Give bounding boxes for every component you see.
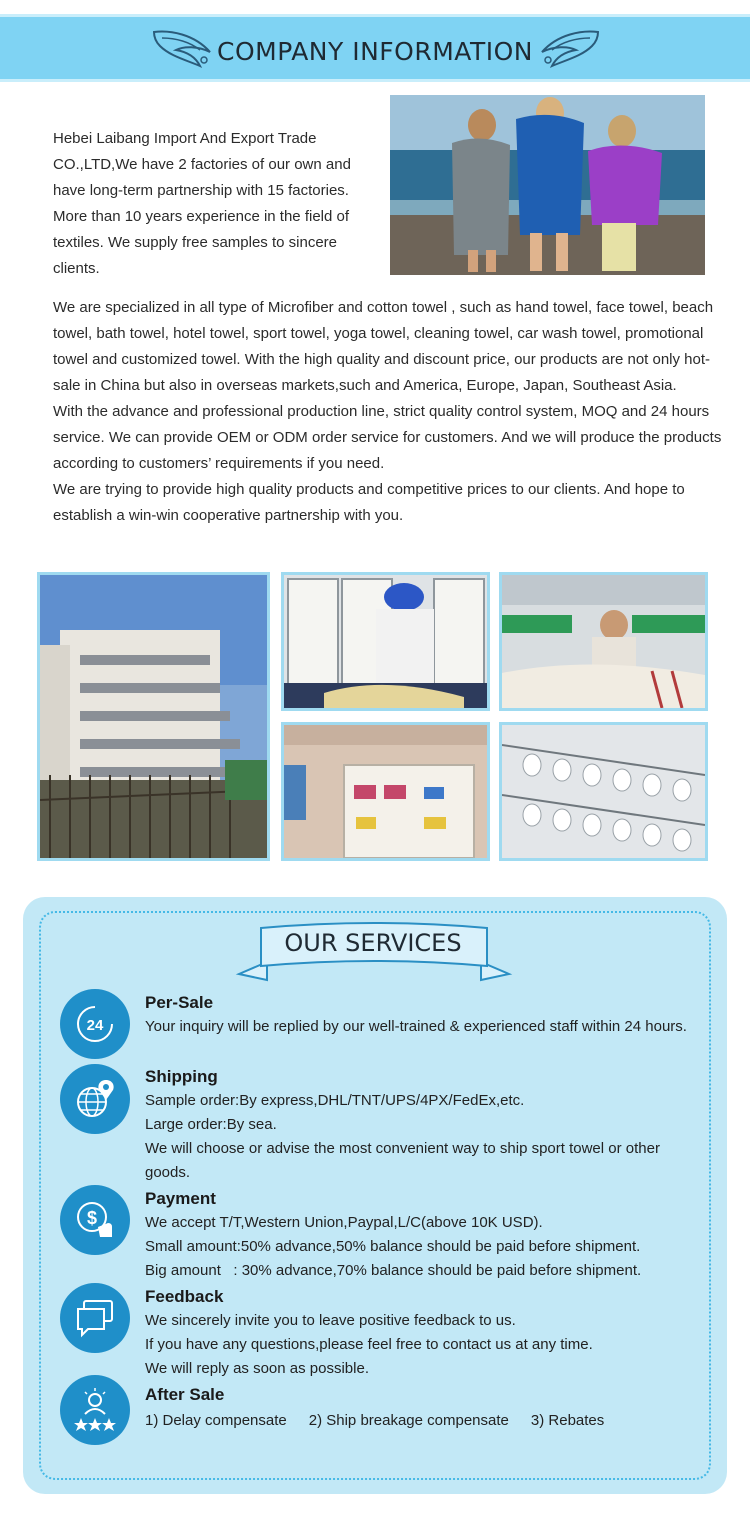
wing-right-icon <box>538 26 602 70</box>
service-line: Sample order:By express,DHL/TNT/UPS/4PX/FedEx,etc. <box>145 1092 525 1109</box>
intro-text: Hebei Laibang Import And Export Trade CO.,LTD,We have 2 factories of our own and have long-term partnership with 15 factories. More than 10 years experience in the field of textiles. We supply free samples to sincere clients. <box>53 130 351 277</box>
description-paragraph-3: We are trying to provide high quality products and competitive prices to our clients. And hope to establish a win-win cooperative partnership with you. <box>53 481 685 524</box>
24-hour-icon-text: 24 <box>86 1017 104 1034</box>
service-text-shipping <box>145 1089 705 1185</box>
service-line: 2) Ship breakage compensate <box>308 1412 509 1429</box>
service-line: We accept T/T,Western Union,Paypal,L/C(above 10K USD). <box>145 1214 543 1231</box>
services-panel <box>23 897 727 1494</box>
quality-inspection-photo <box>281 572 490 711</box>
service-heading-payment: Payment <box>145 1189 216 1208</box>
service-heading-feedback: Feedback <box>145 1287 224 1306</box>
service-text-per-sale <box>145 1015 705 1039</box>
dollar-payment-icon <box>60 1185 130 1255</box>
service-text-feedback <box>145 1309 705 1381</box>
service-line: We sincerely invite you to leave positive feedback to us. <box>145 1312 516 1329</box>
globe-location-icon <box>60 1064 130 1134</box>
description-paragraph-1: We are specialized in all type of Microfiber and cotton towel , such as hand towel, face towel, beach towel, bath towel, hotel towel, sport towel, yoga towel, cleaning towel, car wash towel, promotional towel and customized towel. With the high quality and discount price, our products are not only hot-sale in China but also in overseas markets,such and America, Europe, Japan, Southeast Asia. <box>53 299 714 394</box>
service-line: Your inquiry will be replied by our well-trained & experienced staff within 24 hours. <box>145 1018 687 1035</box>
banner-title: COMPANY INFORMATION <box>217 37 533 66</box>
service-line: Big amount : 30% advance,70% balance should be paid before shipment. <box>145 1262 642 1279</box>
service-heading-after-sale: After Sale <box>145 1385 225 1404</box>
description-paragraph-2: With the advance and professional production line, strict quality control system, MOQ and 24 hours service. We can provide OEM or ODM order service for customers. And we will produce the products according to customers’ requirements if you need. <box>53 403 722 472</box>
service-line: 1) Delay compensate <box>145 1412 287 1429</box>
sample-room-photo <box>281 722 490 861</box>
company-description <box>53 295 723 529</box>
service-heading-per-sale: Per-Sale <box>145 993 214 1012</box>
service-heading-shipping: Shipping <box>145 1067 218 1086</box>
spinning-machine-photo <box>499 722 708 861</box>
service-line: We will choose or advise the most convenient way to ship sport towel or other goods. <box>145 1140 660 1181</box>
kids-towels-photo <box>390 95 705 275</box>
service-line: If you have any questions,please feel free to contact us at any time. <box>145 1336 593 1353</box>
service-line: Small amount:50% advance,50% balance should be paid before shipment. <box>145 1238 641 1255</box>
service-line: 3) Rebates <box>530 1412 605 1429</box>
service-text-payment <box>145 1211 705 1283</box>
services-dotted-frame <box>39 911 711 1480</box>
service-line: We will reply as soon as possible. <box>145 1360 369 1377</box>
service-line: Large order:By sea. <box>145 1116 277 1133</box>
chat-feedback-icon <box>60 1283 130 1353</box>
company-info-banner <box>0 14 750 82</box>
factory-building-photo <box>37 572 270 861</box>
24-hour-icon <box>60 989 130 1059</box>
service-text-after-sale <box>145 1409 705 1433</box>
svg-text:$: $ <box>86 1208 98 1228</box>
services-title: OUR SERVICES <box>284 929 462 957</box>
user-stars-icon <box>60 1375 130 1445</box>
production-workers-photo <box>499 572 708 711</box>
